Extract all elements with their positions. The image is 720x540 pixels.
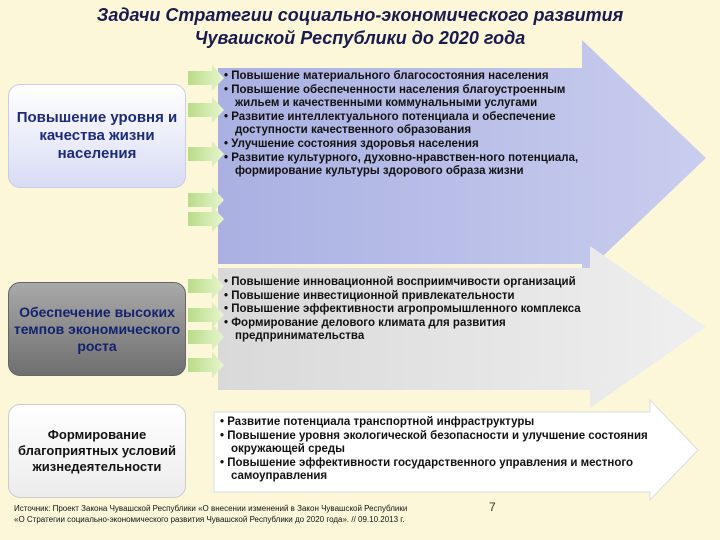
- block-1-label: Повышение уровня и качества жизни населения: [16, 109, 178, 162]
- list-item: • Развитие интеллектуального потенциала и обеспечение доступности качественного образования: [224, 111, 594, 138]
- block-2-task-list: [224, 276, 594, 344]
- list-item: • Повышение эффективности государственного управления и местного самоуправления: [220, 457, 676, 484]
- source-line-1: Источник: Проект Закона Чувашской Республики «О внесении изменений в Закон Чувашской Республики: [14, 504, 408, 513]
- page-title-line-2: Чувашской Республики до 2020 года: [194, 28, 526, 48]
- source-note: [14, 503, 714, 525]
- block-3-label-box: [8, 404, 186, 498]
- block-3-task-list: [220, 416, 676, 484]
- list-item: • Развитие потенциала транспортной инфраструктуры: [220, 416, 676, 430]
- list-item: • Повышение уровня экологической безопасности и улучшение состояния окружающей среды: [220, 430, 676, 457]
- list-item: • Повышение обеспеченности населения благоустроенным жильем и качественными коммунальными услугами: [224, 84, 594, 111]
- page-title-line-1: Задачи Стратегии социально-экономического развития: [96, 5, 624, 25]
- block-2-label-box: [8, 282, 186, 376]
- list-item: • Повышение эффективности агропромышленного комплекса: [224, 303, 594, 317]
- list-item: • Повышение инвестиционной привлекательности: [224, 290, 594, 304]
- block-3-label: Формирование благоприятных условий жизнедеятельности: [17, 427, 177, 474]
- list-item: • Развитие культурного, духовно-нравствен-ного потенциала, формирование культуры здорового образа жизни: [224, 152, 594, 179]
- list-item: • Улучшение состояния здоровья населения: [224, 138, 594, 152]
- source-line-2: «О Стратегии социально-экономического развития Чувашской Республики до 2020 года». // 09.10.2013 г.: [14, 515, 405, 524]
- page-number: 7: [489, 500, 496, 514]
- block-1-label-box: [8, 84, 186, 188]
- list-item: • Повышение материального благосостояния населения: [224, 70, 594, 84]
- list-item: • Повышение инновационной восприимчивости организаций: [224, 276, 594, 290]
- block-2-label: Обеспечение высоких темпов экономического роста: [13, 303, 181, 354]
- block-1-task-list: [224, 70, 594, 179]
- list-item: • Формирование делового климата для развития предпринимательства: [224, 317, 594, 344]
